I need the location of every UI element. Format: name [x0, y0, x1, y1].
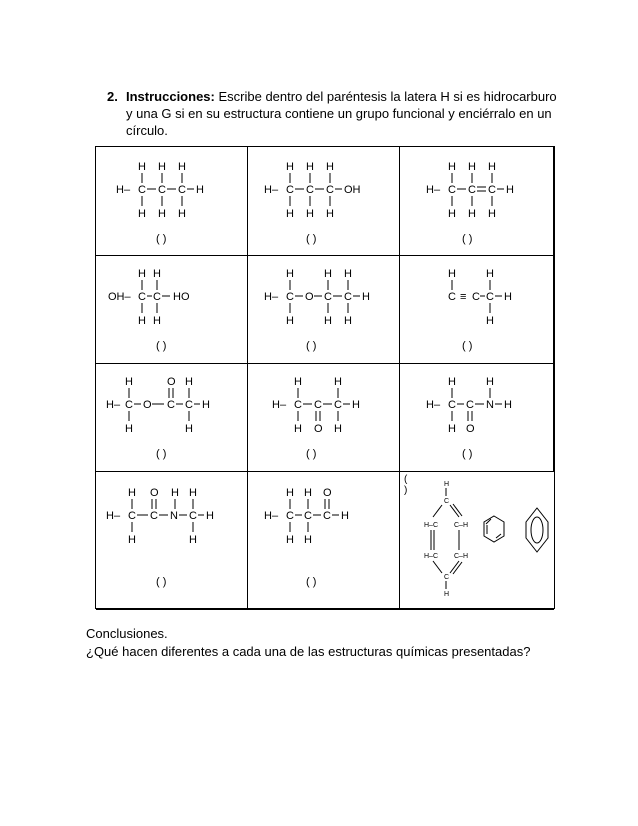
svg-text:H: H: [334, 423, 342, 435]
svg-text:H–: H–: [272, 399, 287, 411]
svg-text:C: C: [448, 291, 456, 303]
svg-text:C: C: [326, 184, 334, 196]
svg-text:H–: H–: [264, 291, 279, 303]
conclusions: [86, 625, 530, 661]
instruction-line-2: y una G si en su estructura contiene un grupo funcional y enciérralo en un: [126, 106, 552, 121]
structure-propane: [96, 147, 248, 256]
svg-text:H: H: [171, 487, 179, 499]
svg-text:H: H: [286, 315, 294, 327]
svg-text:H: H: [326, 208, 334, 220]
svg-text:C–H: C–H: [454, 553, 469, 560]
svg-text:C: C: [138, 184, 146, 196]
svg-text:C: C: [324, 291, 332, 303]
svg-text:H–C: H–C: [424, 553, 439, 560]
answer-box-2[interactable]: ( ): [306, 233, 317, 245]
svg-text:C: C: [448, 399, 456, 411]
structure-cell-3: [400, 147, 554, 256]
svg-text:C: C: [323, 510, 331, 522]
structure-cell-4: [96, 256, 248, 364]
svg-text:C: C: [488, 184, 496, 196]
structure-diol: [96, 256, 248, 364]
svg-text:OH–: OH–: [108, 291, 131, 303]
svg-text:H: H: [448, 161, 456, 173]
structure-cell-11: [248, 472, 400, 610]
svg-text:H: H: [306, 208, 314, 220]
svg-text:H: H: [444, 591, 450, 598]
instruction-line-3: círculo.: [126, 123, 168, 138]
structure-amide: [400, 364, 554, 472]
svg-text:≡: ≡: [460, 291, 467, 303]
svg-text:OH: OH: [344, 184, 361, 196]
svg-text:H: H: [324, 268, 332, 280]
svg-text:H: H: [286, 487, 294, 499]
structure-ether: [248, 256, 400, 364]
svg-text:H–: H–: [264, 184, 279, 196]
svg-text:O: O: [167, 376, 176, 388]
svg-text:C: C: [466, 399, 474, 411]
svg-text:H: H: [448, 208, 456, 220]
svg-text:H: H: [125, 423, 133, 435]
svg-text:H–: H–: [426, 184, 441, 196]
structure-aldehyde: [248, 472, 400, 610]
svg-text:H: H: [304, 534, 312, 546]
svg-text:H: H: [444, 481, 450, 488]
svg-text:H: H: [334, 376, 342, 388]
svg-text:O: O: [323, 487, 332, 499]
svg-text:H: H: [286, 534, 294, 546]
svg-text:O: O: [305, 291, 314, 303]
svg-text:N: N: [486, 399, 494, 411]
structure-cell-1: [96, 147, 248, 256]
svg-text:H–: H–: [116, 184, 131, 196]
svg-text:H: H: [202, 399, 210, 411]
svg-text:HO: HO: [173, 291, 190, 303]
svg-text:C: C: [150, 510, 158, 522]
svg-text:H: H: [486, 315, 494, 327]
svg-text:C: C: [334, 399, 342, 411]
svg-text:H–C: H–C: [424, 522, 439, 529]
structure-cell-10: [96, 472, 248, 610]
svg-text:H: H: [344, 268, 352, 280]
svg-text:H: H: [128, 487, 136, 499]
svg-text:C: C: [294, 399, 302, 411]
svg-text:C: C: [167, 399, 175, 411]
svg-text:H: H: [488, 208, 496, 220]
svg-text:N: N: [170, 510, 178, 522]
structure-cell-8: [248, 364, 400, 472]
svg-text:H–: H–: [264, 510, 279, 522]
svg-text:C: C: [314, 399, 322, 411]
structure-ketone: [248, 364, 400, 472]
structure-ester: [96, 364, 248, 472]
svg-text:C–H: C–H: [454, 522, 469, 529]
svg-text:H: H: [341, 510, 349, 522]
svg-text:H: H: [153, 315, 161, 327]
svg-text:H: H: [138, 161, 146, 173]
structure-cell-5: [248, 256, 400, 364]
svg-text:H–: H–: [106, 399, 121, 411]
svg-text:C: C: [178, 184, 186, 196]
instruction-line-1: Escribe dentro del paréntesis la latera H si es hidrocarburo: [218, 89, 557, 104]
structure-cell-12: [400, 472, 554, 610]
svg-text:H: H: [206, 510, 214, 522]
svg-text:H: H: [185, 376, 193, 388]
svg-text:H: H: [158, 208, 166, 220]
svg-text:H: H: [486, 376, 494, 388]
svg-text:H: H: [448, 423, 456, 435]
svg-text:O: O: [466, 423, 475, 435]
svg-text:C: C: [306, 184, 314, 196]
svg-text:H: H: [486, 268, 494, 280]
svg-text:O: O: [314, 423, 323, 435]
svg-text:H–: H–: [106, 510, 121, 522]
svg-text:H: H: [306, 161, 314, 173]
svg-text:H: H: [286, 161, 294, 173]
svg-text:H: H: [324, 315, 332, 327]
svg-text:H: H: [158, 161, 166, 173]
svg-text:H: H: [304, 487, 312, 499]
svg-text:H: H: [286, 208, 294, 220]
structure-amide-2: [96, 472, 248, 610]
svg-text:H: H: [504, 291, 512, 303]
svg-text:C: C: [125, 399, 133, 411]
svg-text:H: H: [362, 291, 370, 303]
svg-text:H: H: [153, 268, 161, 280]
svg-text:C: C: [468, 184, 476, 196]
svg-text:C: C: [128, 510, 136, 522]
svg-text:C: C: [138, 291, 146, 303]
svg-text:H: H: [468, 161, 476, 173]
svg-text:H: H: [506, 184, 514, 196]
svg-text:H: H: [352, 399, 360, 411]
svg-text:C: C: [444, 574, 450, 581]
svg-text:C: C: [286, 291, 294, 303]
svg-text:H: H: [344, 315, 352, 327]
svg-text:H: H: [196, 184, 204, 196]
svg-text:C: C: [286, 184, 294, 196]
svg-text:C: C: [189, 510, 197, 522]
svg-text:H: H: [468, 208, 476, 220]
answer-box-1[interactable]: ( ): [156, 233, 167, 245]
answer-box-11[interactable]: ( ): [306, 576, 317, 588]
conclusions-title: Conclusiones.: [86, 626, 168, 641]
conclusions-question: ¿Qué hacen diferentes a cada una de las estructuras químicas presentadas?: [86, 644, 531, 659]
svg-text:H: H: [448, 268, 456, 280]
svg-text:H: H: [138, 268, 146, 280]
svg-text:H: H: [448, 376, 456, 388]
svg-text:H: H: [294, 423, 302, 435]
svg-text:H–: H–: [426, 399, 441, 411]
instruction-number: 2.: [107, 89, 118, 104]
svg-text:C: C: [448, 184, 456, 196]
answer-box-8[interactable]: ( ): [306, 448, 317, 460]
svg-text:H: H: [138, 315, 146, 327]
structure-cell-7: [96, 364, 248, 472]
answer-box-3[interactable]: ( ): [462, 233, 473, 245]
structure-alkyne: [400, 256, 554, 364]
svg-text:H: H: [294, 376, 302, 388]
svg-text:H: H: [286, 268, 294, 280]
svg-text:C: C: [444, 498, 450, 505]
svg-text:H: H: [178, 161, 186, 173]
svg-text:H: H: [128, 534, 136, 546]
instructions: [107, 88, 557, 139]
instruction-label: Instrucciones:: [126, 89, 215, 104]
svg-text:C: C: [486, 291, 494, 303]
answer-box-5[interactable]: ( ): [306, 340, 317, 352]
svg-text:H: H: [488, 161, 496, 173]
structure-cell-6: [400, 256, 554, 364]
svg-text:H: H: [185, 423, 193, 435]
svg-text:C: C: [472, 291, 480, 303]
paren-open: (: [404, 474, 408, 485]
svg-text:C: C: [185, 399, 193, 411]
svg-text:C: C: [153, 291, 161, 303]
svg-text:H: H: [326, 161, 334, 173]
svg-text:H: H: [125, 376, 133, 388]
paren-close: ): [404, 485, 408, 496]
svg-text:O: O: [150, 487, 159, 499]
svg-text:H: H: [178, 208, 186, 220]
structures-table: [95, 146, 555, 609]
structure-benzene: [400, 472, 554, 610]
structure-cell-2: [248, 147, 400, 256]
svg-text:H: H: [138, 208, 146, 220]
svg-text:C: C: [304, 510, 312, 522]
answer-box-4[interactable]: ( ): [156, 340, 167, 352]
svg-text:H: H: [189, 534, 197, 546]
answer-box-7[interactable]: ( ): [156, 448, 167, 460]
structure-cell-9: [400, 364, 554, 472]
svg-text:H: H: [504, 399, 512, 411]
svg-text:C: C: [344, 291, 352, 303]
answer-box-9[interactable]: ( ): [462, 448, 473, 460]
answer-box-10[interactable]: ( ): [156, 576, 167, 588]
svg-text:H: H: [189, 487, 197, 499]
svg-text:O: O: [143, 399, 152, 411]
svg-text:C: C: [286, 510, 294, 522]
structure-propene: [400, 147, 554, 256]
structure-propanol: [248, 147, 400, 256]
svg-text:C: C: [158, 184, 166, 196]
answer-box-6[interactable]: ( ): [462, 340, 473, 352]
